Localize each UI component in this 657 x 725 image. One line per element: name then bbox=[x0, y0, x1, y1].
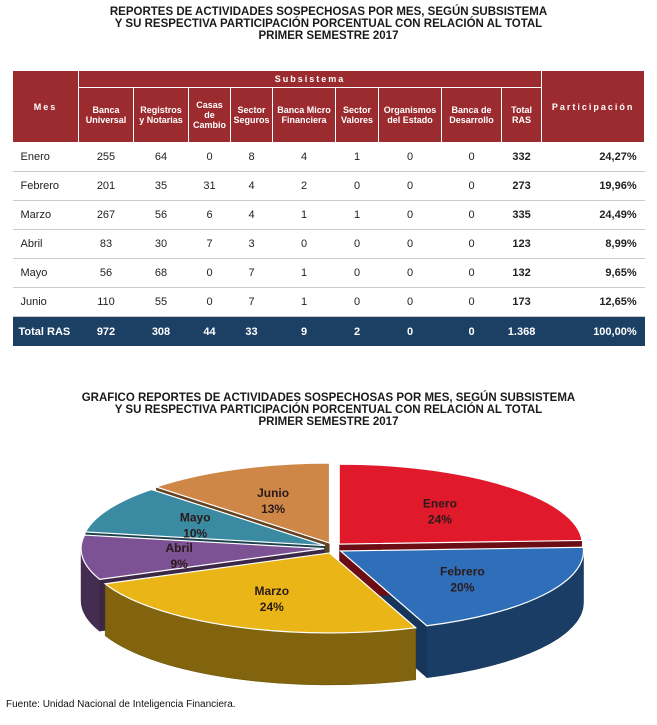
value-cell: 0 bbox=[336, 288, 379, 317]
value-cell: 0 bbox=[442, 259, 502, 288]
column-header-line: Desarrollo bbox=[449, 115, 494, 125]
month-cell: Enero bbox=[13, 143, 79, 172]
table-row bbox=[13, 172, 645, 201]
month-cell: Febrero bbox=[13, 172, 79, 201]
participation-cell: 24,49% bbox=[542, 201, 645, 230]
value-cell: 0 bbox=[189, 259, 231, 288]
month-cell: Marzo bbox=[13, 201, 79, 230]
table-row bbox=[13, 288, 645, 317]
total-ras-cell: 335 bbox=[502, 201, 542, 230]
value-cell: 7 bbox=[231, 259, 273, 288]
value-cell: 0 bbox=[336, 172, 379, 201]
table-row bbox=[13, 201, 645, 230]
chart-title-line-2: Y SU RESPECTIVA PARTICIPACIÓN PORCENTUAL CON RELACIÓN AL TOTAL bbox=[114, 404, 543, 416]
pie-pct-marzo: 24% bbox=[259, 600, 284, 615]
chart-title bbox=[0, 392, 657, 428]
table-row bbox=[13, 230, 645, 259]
value-cell: 56 bbox=[134, 201, 189, 230]
pie-slice-enero bbox=[339, 464, 582, 544]
column-header bbox=[273, 88, 336, 143]
table-title bbox=[0, 6, 657, 42]
value-cell: 83 bbox=[79, 230, 134, 259]
chart-title-line-3: PRIMER SEMESTRE 2017 bbox=[258, 416, 399, 428]
value-cell: 31 bbox=[189, 172, 231, 201]
value-cell: 2 bbox=[336, 317, 379, 347]
column-header-line: del Estado bbox=[387, 115, 433, 125]
column-header-line: Organismos bbox=[383, 105, 437, 115]
value-cell: 2 bbox=[273, 172, 336, 201]
value-cell: 44 bbox=[189, 317, 231, 347]
value-cell: 308 bbox=[134, 317, 189, 347]
pie-chart bbox=[0, 450, 657, 690]
value-cell: 0 bbox=[442, 288, 502, 317]
pie-pct-junio: 13% bbox=[261, 501, 286, 516]
pie-pct-febrero: 20% bbox=[450, 580, 475, 595]
value-cell: 0 bbox=[379, 143, 442, 172]
pie-label-febrero: Febrero bbox=[440, 564, 485, 579]
table-body bbox=[13, 143, 645, 347]
value-cell: 201 bbox=[79, 172, 134, 201]
total-ras-cell: 273 bbox=[502, 172, 542, 201]
value-cell: 0 bbox=[336, 259, 379, 288]
value-cell: 35 bbox=[134, 172, 189, 201]
column-header bbox=[189, 88, 231, 143]
value-cell: 1 bbox=[273, 288, 336, 317]
value-cell: 56 bbox=[79, 259, 134, 288]
value-cell: 0 bbox=[442, 201, 502, 230]
value-cell: 8 bbox=[231, 143, 273, 172]
value-cell: 4 bbox=[231, 172, 273, 201]
column-header-line: Banca bbox=[92, 105, 120, 115]
participation-cell: 24,27% bbox=[542, 143, 645, 172]
month-cell: Abril bbox=[13, 230, 79, 259]
total-ras-cell: 173 bbox=[502, 288, 542, 317]
value-cell: 4 bbox=[273, 143, 336, 172]
value-cell: 0 bbox=[379, 201, 442, 230]
value-cell: 30 bbox=[134, 230, 189, 259]
column-header bbox=[231, 88, 273, 143]
participation-cell: 8,99% bbox=[542, 230, 645, 259]
value-cell: 9 bbox=[273, 317, 336, 347]
table-row bbox=[13, 259, 645, 288]
participation-cell: 12,65% bbox=[542, 288, 645, 317]
total-ras-cell: 132 bbox=[502, 259, 542, 288]
month-cell: Mayo bbox=[13, 259, 79, 288]
column-header-line: Sector bbox=[237, 105, 266, 115]
pie-pct-enero: 24% bbox=[427, 512, 452, 527]
value-cell: 3 bbox=[231, 230, 273, 259]
value-cell: 255 bbox=[79, 143, 134, 172]
value-cell: 0 bbox=[442, 317, 502, 347]
value-cell: 0 bbox=[442, 172, 502, 201]
column-header-line: Financiera bbox=[281, 115, 327, 125]
total-row bbox=[13, 317, 645, 347]
column-header-line: Total bbox=[511, 105, 532, 115]
month-cell: Total RAS bbox=[13, 317, 79, 347]
participation-cell: 9,65% bbox=[542, 259, 645, 288]
value-cell: 0 bbox=[442, 143, 502, 172]
column-header bbox=[442, 88, 502, 143]
column-header bbox=[379, 88, 442, 143]
value-cell: 68 bbox=[134, 259, 189, 288]
ras-table bbox=[12, 70, 645, 346]
table-title-line-3: PRIMER SEMESTRE 2017 bbox=[258, 30, 399, 42]
column-header-line: Banca Micro bbox=[277, 105, 331, 115]
pie-pct-mayo: 10% bbox=[183, 526, 208, 541]
value-cell: 0 bbox=[189, 288, 231, 317]
column-header-line: Registros bbox=[140, 105, 182, 115]
value-cell: 972 bbox=[79, 317, 134, 347]
value-cell: 0 bbox=[189, 143, 231, 172]
value-cell: 33 bbox=[231, 317, 273, 347]
participation-cell: 19,96% bbox=[542, 172, 645, 201]
column-header bbox=[502, 88, 542, 143]
column-header-line: RAS bbox=[512, 115, 532, 125]
column-header bbox=[336, 88, 379, 143]
value-cell: 1 bbox=[336, 201, 379, 230]
subsistema-header: Subsistema bbox=[79, 71, 542, 88]
value-cell: 0 bbox=[273, 230, 336, 259]
pie-label-mayo: Mayo bbox=[179, 510, 211, 525]
column-header-line: Sector bbox=[342, 105, 371, 115]
column-header-line: Seguros bbox=[233, 115, 270, 125]
total-ras-cell: 1.368 bbox=[502, 317, 542, 347]
column-header-line: de bbox=[204, 110, 215, 120]
total-ras-cell: 123 bbox=[502, 230, 542, 259]
value-cell: 64 bbox=[134, 143, 189, 172]
column-header-line: Universal bbox=[85, 115, 127, 125]
pie-label-marzo: Marzo bbox=[254, 584, 290, 599]
table-title-line-1: REPORTES DE ACTIVIDADES SOSPECHOSAS POR MES, SEGÚN SUBSISTEMA bbox=[109, 6, 548, 18]
table-row bbox=[13, 143, 645, 172]
value-cell: 0 bbox=[379, 259, 442, 288]
value-cell: 55 bbox=[134, 288, 189, 317]
total-ras-cell: 332 bbox=[502, 143, 542, 172]
value-cell: 4 bbox=[231, 201, 273, 230]
source-note: Fuente: Unidad Nacional de Inteligencia Financiera. bbox=[6, 699, 236, 710]
month-cell: Junio bbox=[13, 288, 79, 317]
value-cell: 0 bbox=[442, 230, 502, 259]
participacion-header: Participación bbox=[542, 71, 645, 143]
value-cell: 0 bbox=[379, 230, 442, 259]
value-cell: 7 bbox=[189, 230, 231, 259]
value-cell: 1 bbox=[273, 259, 336, 288]
value-cell: 1 bbox=[336, 143, 379, 172]
value-cell: 0 bbox=[379, 317, 442, 347]
pie-label-abril: Abril bbox=[165, 540, 193, 555]
column-header-line: y Notarias bbox=[139, 115, 183, 125]
value-cell: 1 bbox=[273, 201, 336, 230]
pie-label-enero: Enero bbox=[422, 496, 457, 511]
participation-cell: 100,00% bbox=[542, 317, 645, 347]
value-cell: 0 bbox=[379, 288, 442, 317]
value-cell: 0 bbox=[379, 172, 442, 201]
column-header bbox=[134, 88, 189, 143]
pie-label-junio: Junio bbox=[257, 485, 290, 500]
column-header bbox=[79, 88, 134, 143]
chart-title-line-1: GRAFICO REPORTES DE ACTIVIDADES SOSPECHOSAS POR MES, SEGÚN SUBSISTEMA bbox=[81, 392, 576, 404]
column-header-line: Banca de bbox=[451, 105, 492, 115]
pie-pct-abril: 9% bbox=[170, 556, 188, 571]
value-cell: 267 bbox=[79, 201, 134, 230]
value-cell: 0 bbox=[336, 230, 379, 259]
value-cell: 110 bbox=[79, 288, 134, 317]
mes-header: Mes bbox=[13, 71, 79, 143]
value-cell: 6 bbox=[189, 201, 231, 230]
column-header-line: Casas bbox=[196, 100, 223, 110]
table-title-line-2: Y SU RESPECTIVA PARTICIPACIÓN PORCENTUAL CON RELACIÓN AL TOTAL bbox=[114, 18, 543, 30]
value-cell: 7 bbox=[231, 288, 273, 317]
column-header-line: Valores bbox=[340, 115, 374, 125]
column-header-line: Cambio bbox=[192, 120, 226, 130]
